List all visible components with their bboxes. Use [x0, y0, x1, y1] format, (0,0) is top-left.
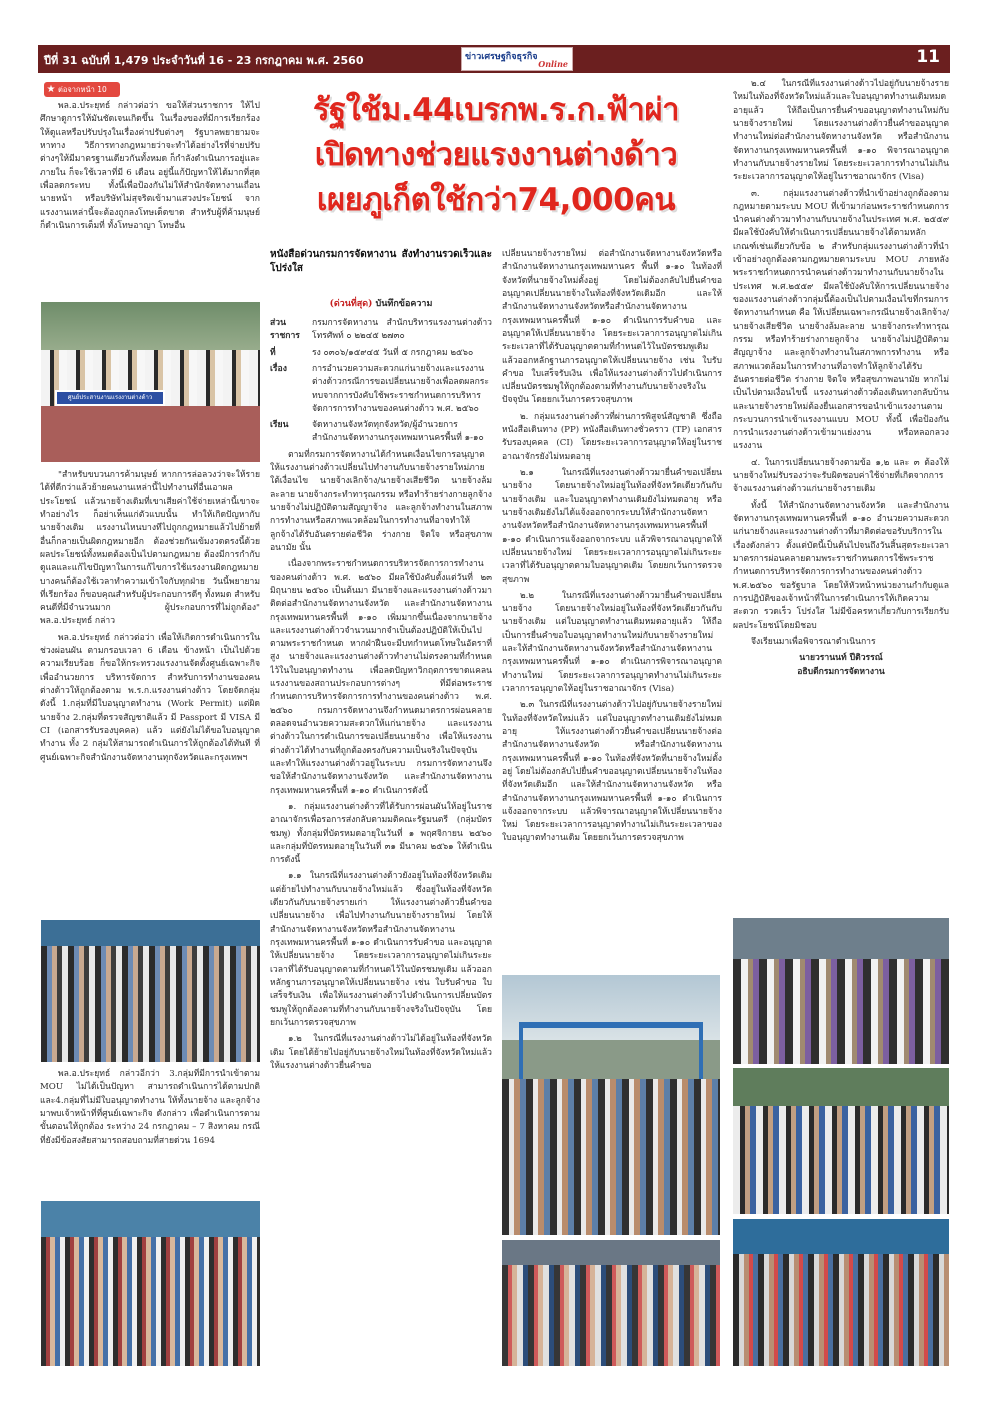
banner-sign: ศูนย์ประสานงานแรงงานต่างด้าว — [55, 390, 165, 406]
paragraph: ๒.๑ ในกรณีที่แรงงานต่างด้าวมายื่นคำขอเปลี่ยนนายจ้าง โดยนายจ้างใหม่อยู่ในท้องที่จังหวัดเดียวกันกับนายจ้างเดิม และใบอนุญาตทำงานเดิมยังไม่หมดอายุ หรือนายจ้างเดิมยังไม่ได้แจ้งออกจากระบบให้สำนักงานจัดหางานจังหวัดหรือสำนักงานจัดหางานกรุงเทพมหานครพื้นที่ ๑-๑๐ ดำเนินการแจ้งออกจากระบบ แล้วพิจารณาอนุญาตให้เปลี่ยนนายจ้างใหม่ โดยระยะเวลาการอนุญาตไม่เกินระยะเวลาที่ได้รับอนุญาตตามใบอนุญาตเดิม โดยยกเว้นการตรวจสุขภาพ — [502, 468, 722, 585]
continued-from-badge[interactable] — [44, 82, 120, 97]
urgent-label: (ด่วนที่สุด) — [329, 299, 373, 309]
paragraph: ๔. ในการเปลี่ยนนายจ้างตามข้อ ๑,๒ และ ๓ ต้องให้นายจ้างใหม่รับรองว่าจะรับผิดชอบค่าใช้จ่ายที่เกิดจากการจ้างแรงงานต่างด้าวแก่นายจ้างรายเดิม — [733, 457, 949, 495]
memo-field-department: ส่วนราชการ กรมการจัดหางาน สำนักบริหารแรงงานต่างด้าว โทรศัพท์ ๐ ๒๒๔๕ ๒๗๓๐ — [270, 317, 492, 342]
logo-subtext: Online — [538, 59, 568, 69]
headline-line-1: รัฐใช้ม.44เบรกพ.ร.ก.ฟ้าผ่า — [312, 92, 680, 128]
center-column — [502, 248, 722, 970]
memo-label: บันทึกข้อความ — [375, 299, 433, 309]
memo-field-subject: เรื่อง การอำนวยความสะดวกแก่นายจ้างและแรงงานต่างด้าวกรณีการขอเปลี่ยนนายจ้างเพื่อลดผลกระทบจากการบังคับใช้พระราชกำหนดการบริหารจัดการการทำงานของคนต่างด้าว พ.ศ. ๒๕๖๐ — [270, 363, 490, 414]
paragraph: ๓. กลุ่มแรงงานต่างด้าวที่นำเข้าอย่างถูกต้องตามกฎหมายตามระบบ MOU ที่เข้ามาก่อนพระราชกำหนดการนำคนต่างด้าวมาทำงานกับนายจ้างในประเทศ พ.ศ. ๒๕๕๙ มีผลใช้บังคับให้ดำเนินการเปลี่ยนนายจ้างได้ตามหลักเกณฑ์เช่นเดียวกับข้อ ๒ สำหรับกลุ่มแรงงานต่างด้าวที่นำเข้าอย่างถูกต้องตามกฎหมายตามระบบ MOU ภายหลังพระราชกำหนดการนำคนต่างด้าวมาทำงานกับนายจ้างในประเทศ พ.ศ.๒๕๕๙ มีผลใช้บังคับให้การเปลี่ยนนายจ้างของแรงงานต่างด้าวกลุ่มนี้ต้องเป็นไปตามเงื่อนไขที่กรมการจัดหางานกำหนด คือ ให้เปลี่ยนเฉพาะกรณีนายจ้างเลิกจ้าง/นายจ้างเสียชีวิต นายจ้างล้มละลาย นายจ้างกระทำทารุณกรรม หรือทำร้ายร่างกายลูกจ้าง นายจ้างไม่ปฏิบัติตามสัญญาจ้าง และลูกจ้างทำงานในสภาพการทำงาน หรือสภาพแวดล้อมในการทำงานที่อาจทำให้ลูกจ้างได้รับอันตรายต่อชีวิต ร่างกาย จิตใจ หรือสุขภาพอนามัย หากไม่เป็นไปตามเงื่อนไขนี้ แรงงานต่างด้าวต้องเดินทางกลับบ้านและนายจ้างรายใหม่ต้องยื่นเอกสารขอนำเข้าแรงงานตามกระบวนการนำเข้าแรงงานแบบ MOU ทั้งนี้ เพื่อป้องกันการนำแรงงานต่างด้าวเข้ามาแย่งงาน หรือหลอกลวงแรงงาน — [733, 188, 949, 452]
headline — [272, 88, 720, 223]
middle-column — [270, 248, 492, 1366]
continued-label: ต่อจากหน้า 10 — [58, 85, 107, 94]
photo-workers-with-banner — [41, 302, 260, 462]
paragraph: เนื่องจากพระราชกำหนดการบริหารจัดการการทำงานของคนต่างด้าว พ.ศ. ๒๕๖๐ มีผลใช้บังคับตั้งแต่วันที่ ๒๓ มิถุนายน ๒๕๖๐ เป็นต้นมา มีนายจ้างและแรงงานต่างด้าวมาติดต่อสำนักงานจัดหางานจังหวัด และสำนักงานจัดหางานกรุงเทพมหานครพื้นที่ ๑-๑๐ เพิ่มมากขึ้นเนื่องจากนายจ้างและแรงงานต่างด้าวจำนวนมากจำเป็นต้องปฏิบัติให้เป็นไปตามพระราชกำหนด หากฝ่าฝืนจะมีบทกำหนดโทษในอัตราที่สูง นายจ้างและแรงงานต่างด้าวทำงานไม่ตรงตามที่กำหนดไว้ในใบอนุญาตทำงาน เพื่อลดปัญหาวิกฤตการขาดแคลนแรงงานของสถานประกอบการต่างๆ ที่มีต่อพระราชกำหนดการบริหารจัดการการทำงานของคนต่างด้าว พ.ศ. ๒๕๖๐ กรมการจัดหางานจึงกำหนดมาตรการผ่อนคลาย ตลอดจนอำนวยความสะดวกให้แก่นายจ้าง และแรงงานต่างด้าวในการดำเนินการขอเปลี่ยนนายจ้าง เพื่อให้แรงงานต่างด้าวได้ทำงานที่ถูกต้องตรงกับความเป็นจริงในปัจจุบัน และทำให้แรงงานต่างด้าวอยู่ในระบบ กรมการจัดหางานจึงขอให้สำนักงานจัดหางานจังหวัด และสำนักงานจัดหางานกรุงเทพมหานครพื้นที่ ๑-๑๐ ดำเนินการดังนี้ — [270, 559, 492, 796]
headline-line-2: เปิดทางช่วยแรงงานต่างด้าว — [314, 137, 678, 173]
photo-crowd-queue — [41, 1201, 260, 1366]
star-icon: ★ — [46, 84, 56, 95]
memo-heading — [270, 298, 492, 312]
paragraph: จึงเรียนมาเพื่อพิจารณาดำเนินการ — [751, 636, 876, 647]
photo-blue-bridge-crowd — [502, 975, 720, 1235]
paragraph: พล.อ.ประยุทธ์ กล่าวอีกว่า 3.กลุ่มที่มีการนำเข้าตาม MOU ไม่ได้เป็นปัญหา สามารถดำเนินการได้ตามปกติ และ4.กลุ่มที่ไม่มีใบอนุญาตทำงาน ให้ทั้งนายจ้าง และลูกจ้าง มาพบเจ้าหน้าที่ที่ศูนย์เฉพาะกิจ ดังกล่าว เพื่อดำเนินการตามขั้นตอนให้ถูกต้อง ระหว่าง 24 กรกฎาคม – 7 สิงหาคม กรณีที่ยังมีข้อสงสัยสามารถสอบถามที่สายด่วน 1694 — [40, 1069, 260, 1146]
logo-text: ข่าวเศรษฐกิจธุรกิจ — [465, 52, 538, 62]
paragraph: ตามที่กรมการจัดหางานได้กำหนดเงื่อนไขการอนุญาตให้แรงงานต่างด้าวเปลี่ยนไปทำงานกับนายจ้างรายใหม่ภายใต้เงื่อนไข นายจ้างเลิกจ้าง/นายจ้างเสียชีวิต นายจ้างล้มละลาย นายจ้างกระทำทารุณกรรม หรือทำร้ายร่างกายลูกจ้าง นายจ้างไม่ปฏิบัติตามสัญญาจ้าง และลูกจ้างทำงานในสภาพการทำงานหรือสภาพแวดล้อมในการทำงานที่อาจทำให้ลูกจ้างได้รับอันตรายต่อชีวิต ร่างกาย จิตใจ หรือสุขภาพอนามัย นั้น — [270, 449, 492, 553]
photo-crowd-outdoor — [733, 1068, 949, 1214]
photo-crowd-tent — [733, 1219, 949, 1366]
paragraph: ๒.๓ ในกรณีที่แรงงานต่างด้าวไปอยู่กับนายจ้างรายใหม่ในท้องที่จังหวัดใหม่แล้ว แต่ใบอนุญาตทำงานเดิมยังไม่หมดอายุ ให้แรงงานต่างด้าวยื่นคำขอเปลี่ยนนายจ้างต่อสำนักงานจัดหางานจังหวัด หรือสำนักงานจัดหางานกรุงเทพมหานครพื้นที่ ๑-๑๐ ในท้องที่จังหวัดที่นายจ้างใหม่ตั้งอยู่ โดยไม่ต้องกลับไปยื่นคำขออนุญาตเปลี่ยนนายจ้างในท้องที่จังหวัดเดิมอีก และให้สำนักงานจัดหางานจังหวัด หรือสำนักงานจัดหางานกรุงเทพมหานครพื้นที่ ๑-๑๐ ดำเนินการแจ้งออกจากระบบ แล้วพิจารณาอนุญาตให้เปลี่ยนนายจ้างใหม่ โดยระยะเวลาการอนุญาตทำงานไม่เกินระยะเวลาของใบอนุญาตทำงานเดิม โดยยกเว้นการตรวจสุขภาพ — [502, 700, 722, 844]
photo-crowd-boarding — [502, 1240, 720, 1366]
signer-name: นายวรานนท์ ปีติวรรณ์ — [799, 653, 883, 664]
paragraph: "สำหรับขบวนการค้ามนุษย์ หากการล่อลวงว่าจะให้รายได้ที่ดีกว่าแล้วย้ายคนงานเหล่านี้ไปทำงานที่อื่นเอาผลประโยชน์ แล้วนายจ้างเดิมที่เขาเสียค่าใช้จ่ายเหล่านี้เขาจะทำอย่างไร ก็อย่าเห็นแก่ตัวแบบนั้น ทำให้เกิดปัญหากับนายจ้างเดิม แรงงานไหนบางทีไปถูกกฎหมายแล้วไปย้ายที่อื่นก็กลายเป็นผิดกฎหมายอีก ต้องช่วยกันเข้มงวดตรงนี้ด้วย ผลประโยชน์ทั้งหมดต้องเป็นไปตามกฎหมาย ต้องมีการกำกับดูแลและแก้ไขปัญหาในการแก้ไขการใช้แรงงานผิดกฎหมาย บางคนก็ต้องใช้เวลาทำความเข้าใจกับทุกฝ่าย วันนี้พยายามที่เรียกร้อง ก็ขอบคุณสำหรับผู้ประกอบการดีๆ ทั้งหมด สำหรับคนดีที่มีจำนวนมาก ผู้ประกอบการที่ไม่ถูกต้อง" พล.อ.ประยุทธ์ กล่าว — [40, 470, 260, 627]
paragraph: ทั้งนี้ ให้สำนักงานจัดหางานจังหวัด และสำนักงานจัดหางานกรุงเทพมหานครพื้นที่ ๑-๑๐ อำนวยความสะดวกแก่นายจ้างและแรงงานต่างด้าวที่มาติดต่อขอรับบริการในเรื่องดังกล่าว ตั้งแต่บัดนี้เป็นต้นไปจนถึงวันสิ้นสุดระยะเวลามาตรการผ่อนคลายตามพระราชกำหนดการใช้พระราชกำหนดการบริหารจัดการการทำงานของคนต่างด้าว พ.ศ.๒๕๖๐ ขอรัฐบาล โดยให้หัวหน้าหน่วยงานกำกับดูแลการปฏิบัติของเจ้าหน้าที่ในการดำเนินการให้เกิดความสะดวก รวดเร็ว โปร่งใส ไม่มีข้อครหาเกี่ยวกับการเรียกรับผลประโยชน์โดยมิชอบ — [733, 500, 949, 631]
signature-block — [733, 652, 949, 680]
memo-field-recipient: เรียน จัดหางานจังหวัดทุกจังหวัด/ผู้อำนวยการสำนักงานจัดหางานกรุงเทพมหานครพื้นที่ ๑-๑๐ — [270, 420, 484, 444]
left-column-bottom — [40, 1068, 260, 1196]
photo-crowd-registration — [41, 920, 260, 1062]
paragraph: ๑. กลุ่มแรงงานต่างด้าวที่ได้รับการผ่อนผันให้อยู่ในราชอาณาจักรเพื่อรอการส่งกลับตามมติคณะรัฐมนตรี (กลุ่มบัตรชมพู) ทั้งกลุ่มที่บัตรหมดอายุในวันที่ ๑ พฤศจิกายน ๒๕๖๐ และกลุ่มที่บัตรหมดอายุในวันที่ ๓๑ มีนาคม ๒๕๖๑ ให้ดำเนินการดังนี้ — [270, 801, 492, 866]
left-column-middle — [40, 469, 260, 914]
paragraph: พล.อ.ประยุทธ์ กล่าวต่อว่า ขอให้ส่วนราชการ ให้ไปศึกษาดูการให้มันชัดเจนเกิดขึ้น ในเรื่องของที่มีการเรียกร้องให้ดูแลหรือปรับปรุงในเรื่องค่าปรับต่างๆ รัฐบาลพยายามจะหาทาง วิธีการทางกฎหมายว่าจะทำได้อย่างไรที่จ่ายปรับต่างๆให้มีมาตรฐานเดียวกันทั้งหมด ก็กำลังดำเนินการอยู่และภายใน ก็จะใช้เวลาที่มี 6 เดือน อยู่นี้แก้ปัญหาให้ได้มากที่สุดเพื่อลดกระทบ ทั้งนี้เพื่อป้องกันไม่ให้สำนักจัดหางานเถื่อน นายหน้า หรือบริษัทไม่สุจริตเข้ามาแสวงประโยชน์ จากแรงงานเหล่านี้จะต้องถูกลงโทษเด็ดขาด สำหรับผู้ที่ค้ามนุษย์ก็ดำเนินการเต็มที่ ทั้งโทษอาญา โทษอื่น — [40, 101, 260, 231]
paragraph: ๒.๒ ในกรณีที่แรงงานต่างด้าวมายื่นคำขอเปลี่ยนนายจ้าง โดยนายจ้างใหม่อยู่ในท้องที่จังหวัดเดียวกันกับนายจ้างเดิม แต่ใบอนุญาตทำงานเดิมหมดอายุแล้ว ให้ถือเป็นการยื่นคำขอใบอนุญาตทำงานใหม่กับนายจ้างรายใหม่ และให้สำนักงานจัดหางานจังหวัดหรือสำนักงานจัดหางานกรุงเทพมหานครพื้นที่ ๑-๑๐ ดำเนินการพิจารณาอนุญาตทำงานใหม่ โดยระยะเวลาการอนุญาตทำงานไม่เกินระยะเวลาการอนุญาตให้อยู่ในราชอาณาจักร (Visa) — [502, 590, 722, 694]
memo-field-reference: ที่ รง ๐๓๐๖/๑๕๙๔๕ วันที่ ๕ กรกฎาคม ๒๕๖๐ — [270, 347, 474, 358]
paragraph: ๑.๑ ในกรณีที่แรงงานต่างด้าวยังอยู่ในท้องที่จังหวัดเดิม แต่ย้ายไปทำงานกับนายจ้างใหม่แล้ว ซึ่งอยู่ในท้องที่จังหวัดเดียวกันกับนายจ้างรายเก่า ให้แรงงานต่างด้าวยื่นคำขอเปลี่ยนนายจ้าง เพื่อไปทำงานกับนายจ้างรายใหม่ โดยให้สำนักงานจัดหางานจังหวัดหรือสำนักงานจัดหางานกรุงเทพมหานครพื้นที่ ๑-๑๐ ดำเนินการรับคำขอ และอนุญาตให้เปลี่ยนนายจ้าง โดยระยะเวลาการอนุญาตไม่เกินระยะเวลาที่ได้รับอนุญาตตามที่กำหนดไว้ในบัตรชมพูเดิม แล้วออกหลักฐานการอนุญาตให้เปลี่ยนนายจ้าง เช่น ใบรับคำขอ ใบเสร็จรับเงิน เพื่อให้แรงงานต่างด้าวไปดำเนินการเปลี่ยนบัตรชมพูให้ถูกต้องตามที่ทำงานกับนายจ้างจริงในปัจจุบัน โดยยกเว้นการตรวจสุขภาพ — [270, 871, 492, 1028]
photo-truck-loading — [733, 918, 949, 1064]
issue-header-bar — [38, 45, 950, 73]
signer-title: อธิบดีกรมการจัดหางาน — [797, 666, 885, 677]
newspaper-logo[interactable] — [461, 47, 573, 71]
left-column-top — [40, 100, 260, 295]
paragraph: พล.อ.ประยุทธ์ กล่าวต่อว่า เพื่อให้เกิดการดำเนินการในช่วงผ่อนผัน ตามกรอบเวลา 6 เดือน ข้างหน้า เป็นไปด้วยความเรียบร้อย ก็ขอให้กระทรวงแรงงานจัดตั้งศูนย์เฉพาะกิจ เพื่ออำนวยการ บริหารจัดการ สำหรับการทำงานของคนต่างด้าวให้ถูกต้องตาม พ.ร.ก.แรงงานต่างด้าว โดยจัดกลุ่มดังนี้ 1.กลุ่มที่มีใบอนุญาตทำงาน (Work Permit) แต่ผิดนายจ้าง 2.กลุ่มที่ตรวจสัญชาติแล้ว มี Passport มี VISA มี CI (เอกสารรับรองบุคคล) แล้ว แต่ยังไม่ได้ขอใบอนุญาตทำงาน ทั้ง 2 กลุ่มให้สามารถดำเนินการให้ถูกต้องได้ทันที ที่ศูนย์เฉพาะกิจสำนักงานจัดหางานทุกจังหวัดและกรุงเทพฯ — [40, 632, 260, 763]
paragraph: ๒. กลุ่มแรงงานต่างด้าวที่ผ่านการพิสูจน์สัญชาติ ซึ่งถือหนังสือเดินทาง (PP) หนังสือเดินทางชั่วคราว (TP) เอกสารรับรองบุคคล (CI) โดยระยะเวลาการอนุญาตให้อยู่ในราชอาณาจักรยังไม่หมดอายุ — [502, 411, 722, 462]
subheadline: หนังสือด่วนกรมการจัดหางาน สั่งทำงานรวดเร็วและโปร่งใส — [270, 249, 492, 274]
headline-line-3: เผยภูเก็ตใช้กว่า74,000คน — [316, 182, 676, 218]
issue-line: ปีที่ 31 ฉบับที่ 1,479 ประจำวันที่ 16 - 23 กรกฎาคม พ.ศ. 2560 — [44, 54, 364, 67]
right-column — [733, 78, 949, 910]
paragraph: ๑.๒ ในกรณีที่แรงงานต่างด้าวไม่ได้อยู่ในท้องที่จังหวัดเดิม โดยได้ย้ายไปอยู่กับนายจ้างใหม่ในท้องที่จังหวัดใหม่แล้ว ให้แรงงานต่างด้าวยื่นคำขอ — [270, 1034, 492, 1071]
paragraph: เปลี่ยนนายจ้างรายใหม่ ต่อสำนักงานจัดหางานจังหวัดหรือสำนักงานจัดหางานกรุงเทพมหานคร พื้นที่ ๑-๑๐ ในท้องที่จังหวัดที่นายจ้างใหม่ตั้งอยู่ โดยไม่ต้องกลับไปยื่นคำขออนุญาตเปลี่ยนนายจ้างในท้องที่จังหวัดเดิมอีก และให้สำนักงานจัดหางานจังหวัดหรือสำนักงานจัดหางานกรุงเทพมหานครพื้นที่ ๑-๑๐ ดำเนินการรับคำขอ และอนุญาตให้เปลี่ยนนายจ้าง โดยระยะเวลาการอนุญาตไม่เกินระยะเวลาที่ได้รับอนุญาตตามที่กำหนดไว้ในบัตรชมพูเดิม แล้วออกหลักฐานการอนุญาตให้เปลี่ยนนายจ้าง เช่น ใบรับคำขอ ใบเสร็จรับเงิน เพื่อให้แรงงานต่างด้าวไปดำเนินการเปลี่ยนบัตรชมพูให้ถูกต้องตามที่ทำงานกับนายจ้างจริงในปัจจุบัน โดยยกเว้นการตรวจสุขภาพ — [502, 249, 722, 406]
paragraph: ๒.๔ ในกรณีที่แรงงานต่างด้าวไปอยู่กับนายจ้างรายใหม่ในท้องที่จังหวัดใหม่แล้วและใบอนุญาตทำงานเดิมหมดอายุแล้ว ให้ถือเป็นการยื่นคำขออนุญาตทำงานใหม่กับนายจ้างรายใหม่ โดยแรงงานต่างด้าวยื่นคำขออนุญาตทำงานใหม่ต่อสำนักงานจัดหางานจังหวัด หรือสำนักงานจัดหางานกรุงเทพมหานครพื้นที่ ๑-๑๐ พิจารณาอนุญาตทำงานกับนายจ้างรายใหม่ โดยระยะเวลาการทำงานไม่เกินระยะเวลาการอนุญาตให้อยู่ในราชอาณาจักร (Visa) — [733, 79, 949, 183]
page-number: 11 — [916, 47, 940, 67]
